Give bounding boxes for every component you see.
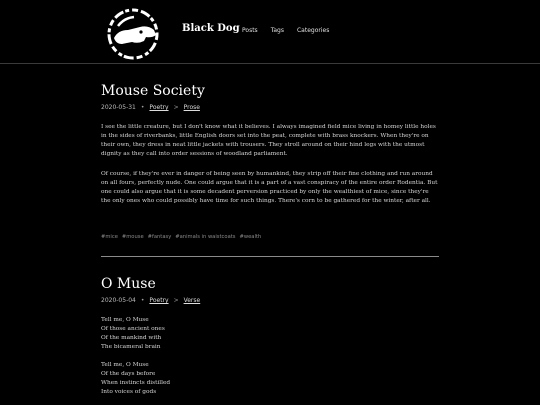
tag-link[interactable]: #fantasy xyxy=(147,234,172,240)
nav-categories[interactable]: Categories xyxy=(296,27,330,34)
poem-line: When instincts distilled xyxy=(101,380,171,386)
poem-line: Tell me, O Muse xyxy=(101,317,149,323)
tag-link[interactable]: #mouse xyxy=(121,234,144,240)
post-meta xyxy=(101,297,200,304)
subcategory-link[interactable]: Prose xyxy=(183,104,200,111)
post-title[interactable]: O Muse xyxy=(101,276,156,292)
poem-line: The bicameral brain xyxy=(101,344,161,350)
poem-line: Of the mankind with xyxy=(101,335,162,341)
chevron-right-icon: > xyxy=(173,104,179,111)
tag-list xyxy=(101,234,261,240)
bullet-separator: • xyxy=(140,104,145,111)
tag-link[interactable]: #wealth xyxy=(239,234,262,240)
tag-link[interactable]: #animals in waistcoats xyxy=(175,234,236,240)
post-paragraph: I see the little creature, but I don't know what it believes. I always imagined field mice living in homey little holes in the sides of riverbanks, little English doors set into the peat, complete with brass knockers. When they're on their own, they dress in neat little jackets with trousers. They stroll around on their hind legs with the utmost dignity as they call into order sessions of woodland parliament. xyxy=(101,124,436,157)
post-paragraph: Of course, if they're ever in danger of being seen by humankind, they strip off their fine clothing and run around on all fours, perfectly nude. One could argue that it is a part of a vast conspiracy of the entire order Rodentia. But one could also argue that it is some decadent perversion practiced by only the wealthiest of mice, since they're the only ones who could possibly have time for such things. There's corn to be gathered for the winter, after all. xyxy=(101,171,438,204)
category-link[interactable]: Poetry xyxy=(149,297,169,304)
site-header xyxy=(0,0,540,64)
poem-stanza xyxy=(101,316,165,352)
poem-line: Of the days before xyxy=(101,371,156,377)
poem-line: Tell me, O Muse xyxy=(101,362,149,368)
black-dog-logo-icon[interactable] xyxy=(104,8,162,60)
post-divider xyxy=(101,256,439,257)
post-date: 2020-05-04 xyxy=(101,297,136,304)
poem-line: Of those ancient ones xyxy=(101,326,165,332)
post-meta xyxy=(101,104,200,111)
chevron-right-icon: > xyxy=(173,297,179,304)
category-link[interactable]: Poetry xyxy=(149,104,169,111)
nav-posts[interactable]: Posts xyxy=(242,27,258,34)
bullet-separator: • xyxy=(140,297,145,304)
poem-stanza xyxy=(101,361,170,397)
post-title[interactable]: Mouse Society xyxy=(101,83,205,99)
nav-tags[interactable]: Tags xyxy=(270,27,284,34)
site-title[interactable]: Black Dog xyxy=(182,23,240,34)
main-nav xyxy=(242,27,329,34)
poem-line: Into voices of gods xyxy=(101,389,157,395)
subcategory-link[interactable]: Verse xyxy=(183,297,201,304)
post-date: 2020-05-31 xyxy=(101,104,136,111)
tag-link[interactable]: #mice xyxy=(101,234,118,240)
